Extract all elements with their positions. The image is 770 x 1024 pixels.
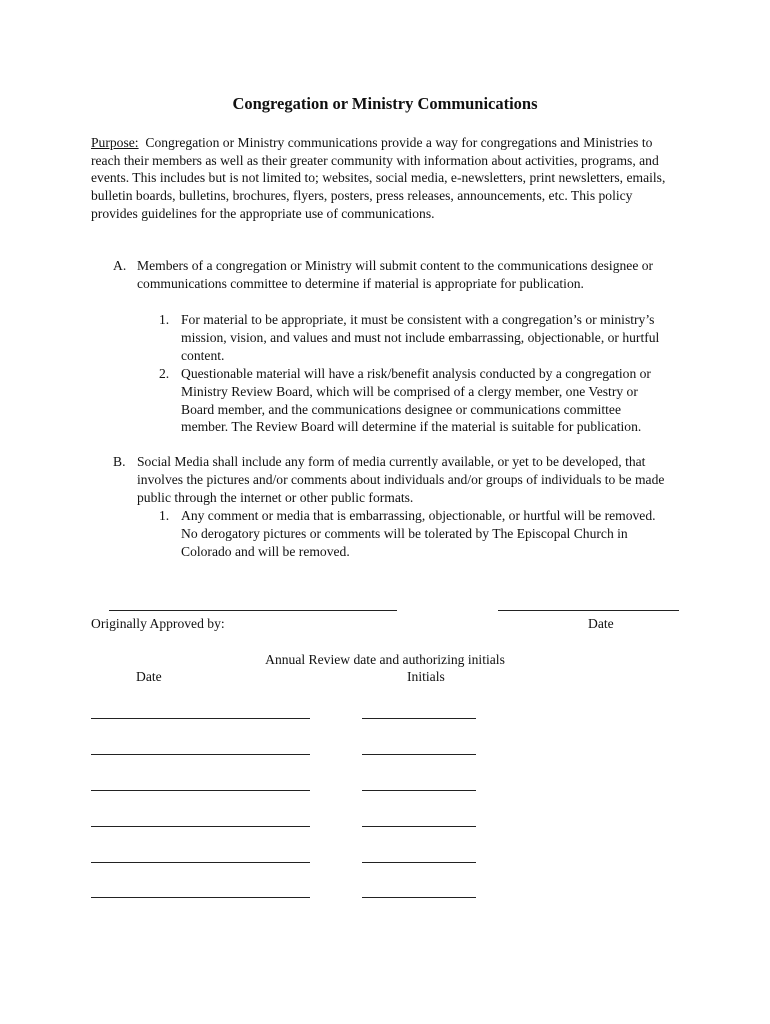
annual-review-heading: Annual Review date and authorizing initials: [265, 652, 505, 667]
purpose-paragraph: [91, 134, 681, 223]
section-a-item-2-marker: 2.: [159, 366, 170, 381]
review-date-line[interactable]: [91, 754, 310, 755]
review-date-line[interactable]: [91, 790, 310, 791]
review-initials-line[interactable]: [362, 790, 476, 791]
section-b-item-1-marker: 1.: [159, 508, 170, 523]
section-a-marker: A.: [113, 258, 127, 273]
review-initials-line[interactable]: [362, 862, 476, 863]
section-a-text: Members of a congregation or Ministry will submit content to the communications designee or communications committee to determine if material is appropriate for publication.: [137, 258, 654, 291]
review-date-line[interactable]: [91, 862, 310, 863]
approved-by-signature-line[interactable]: [109, 610, 397, 611]
section-a-item-1-marker: 1.: [159, 312, 170, 327]
approved-by-label: Originally Approved by:: [91, 616, 225, 631]
review-initials-line[interactable]: [362, 897, 476, 898]
section-b-item-1-text: Any comment or media that is embarrassing, objectionable, or hurtful will be removed. No derogatory pictures or comments will be tolerated by The Episcopal Church in Colorado and will be removed.: [181, 508, 656, 559]
purpose-label: Purpose:: [91, 135, 139, 150]
section-b-text: Social Media shall include any form of media currently available, or yet to be developed, that involves the pictures and/or comments about individuals and/or groups of individuals to be made public through the internet or other public formats.: [137, 454, 665, 505]
review-date-line[interactable]: [91, 826, 310, 827]
review-date-column-header: Date: [136, 669, 162, 684]
purpose-text: Congregation or Ministry communications provide a way for congregations and Ministries to reach their members as well as their greater community with information about activities, programs, and events. This includes but is not limited to; websites, social media, e-newsletters, print newsletters, emails, bulletin boards, bulletins, brochures, flyers, posters, press releases, announcements, etc. This policy provides guidelines for the appropriate use of communications.: [91, 135, 666, 221]
review-initials-line[interactable]: [362, 826, 476, 827]
review-date-line[interactable]: [91, 897, 310, 898]
section-b-marker: B.: [113, 454, 126, 469]
review-date-line[interactable]: [91, 718, 310, 719]
review-initials-line[interactable]: [362, 754, 476, 755]
review-initials-line[interactable]: [362, 718, 476, 719]
document-title: Congregation or Ministry Communications: [232, 94, 538, 113]
section-a-item-1-text: For material to be appropriate, it must be consistent with a congregation’s or ministry’s mission, vision, and values and must not include embarrassing, objectionable, or hurtful content.: [181, 312, 660, 363]
approval-date-label: Date: [588, 616, 614, 631]
review-initials-column-header: Initials: [407, 669, 445, 684]
section-a-item-2-text: Questionable material will have a risk/benefit analysis conducted by a congregation or Ministry Review Board, which will be comprised of a clergy member, one Vestry or Board member, and the communications designee or communications committee member. The Review Board will determine if the material is suitable for publication.: [181, 366, 651, 435]
approval-date-line[interactable]: [498, 610, 679, 611]
